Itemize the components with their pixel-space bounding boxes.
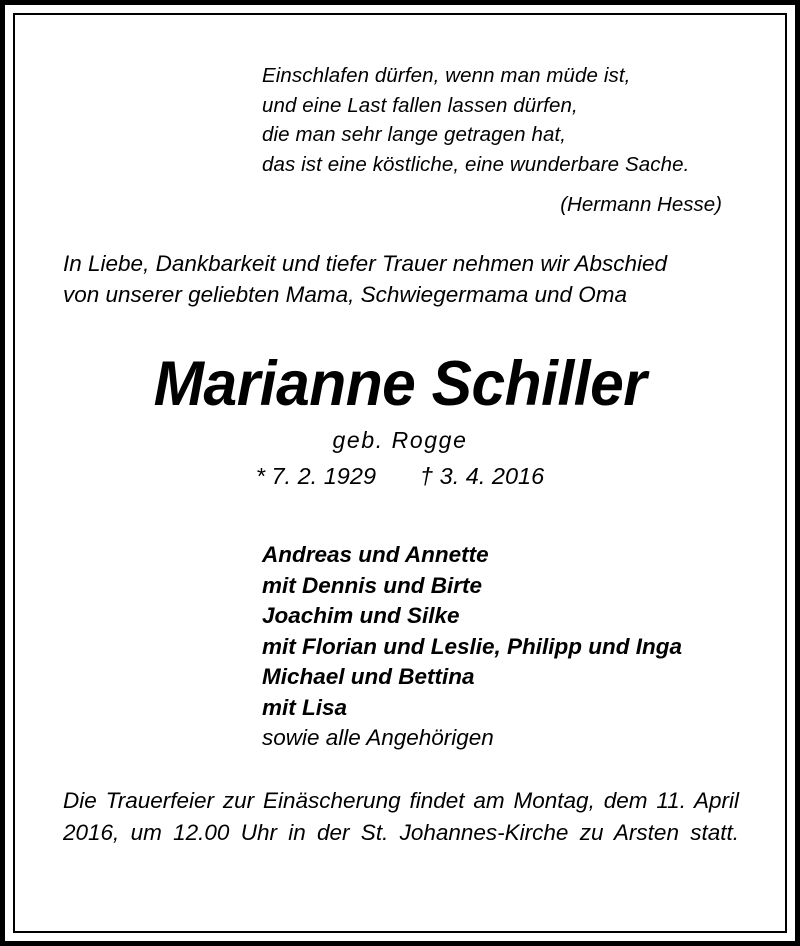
deceased-name: Marianne Schiller: [153, 349, 647, 419]
survivor-line: mit Lisa: [262, 694, 348, 720]
service-details: Die Trauerfeier zur Einäscherung findet am Montag, dem 11. April 2016, um 12.00 Uhr in der St. Johannes-Kirche zu Arsten statt.: [63, 788, 739, 845]
deceased-block: [15, 348, 785, 493]
death-date: † 3. 4. 2016: [420, 463, 545, 489]
service-block: [63, 785, 739, 880]
notice-content: [15, 15, 785, 931]
poem-line: das ist eine köstliche, eine wunderbare Sache.: [262, 152, 690, 176]
poem-line: und eine Last fallen lassen dürfen,: [262, 93, 578, 117]
survivor-line: mit Dennis und Birte: [262, 572, 483, 598]
survivor-line: Michael und Bettina: [262, 664, 475, 689]
poem-line: die man sehr lange getragen hat,: [262, 123, 567, 146]
intro-line: In Liebe, Dankbarkeit und tiefer Trauer nehmen wir Abschied: [63, 251, 668, 276]
maiden-name: geb. Rogge: [332, 427, 468, 453]
survivor-line-relatives: sowie alle Angehörigen: [262, 725, 494, 750]
poem-line: Einschlafen dürfen, wenn man müde ist,: [262, 64, 631, 87]
survivor-line: Joachim und Silke: [262, 603, 460, 628]
life-dates: [15, 460, 785, 493]
poem-block: [262, 61, 722, 220]
intro-line: von unserer geliebten Mama, Schwiegermama und Oma: [63, 282, 628, 307]
birth-date: * 7. 2. 1929: [255, 463, 377, 489]
poem-attribution: (Hermann Hesse): [560, 193, 722, 216]
survivor-line: mit Florian und Leslie, Philipp und Inga: [262, 633, 683, 659]
survivors-block: [262, 540, 762, 754]
intro-block: [63, 248, 753, 310]
survivor-line: Andreas und Annette: [262, 542, 489, 567]
